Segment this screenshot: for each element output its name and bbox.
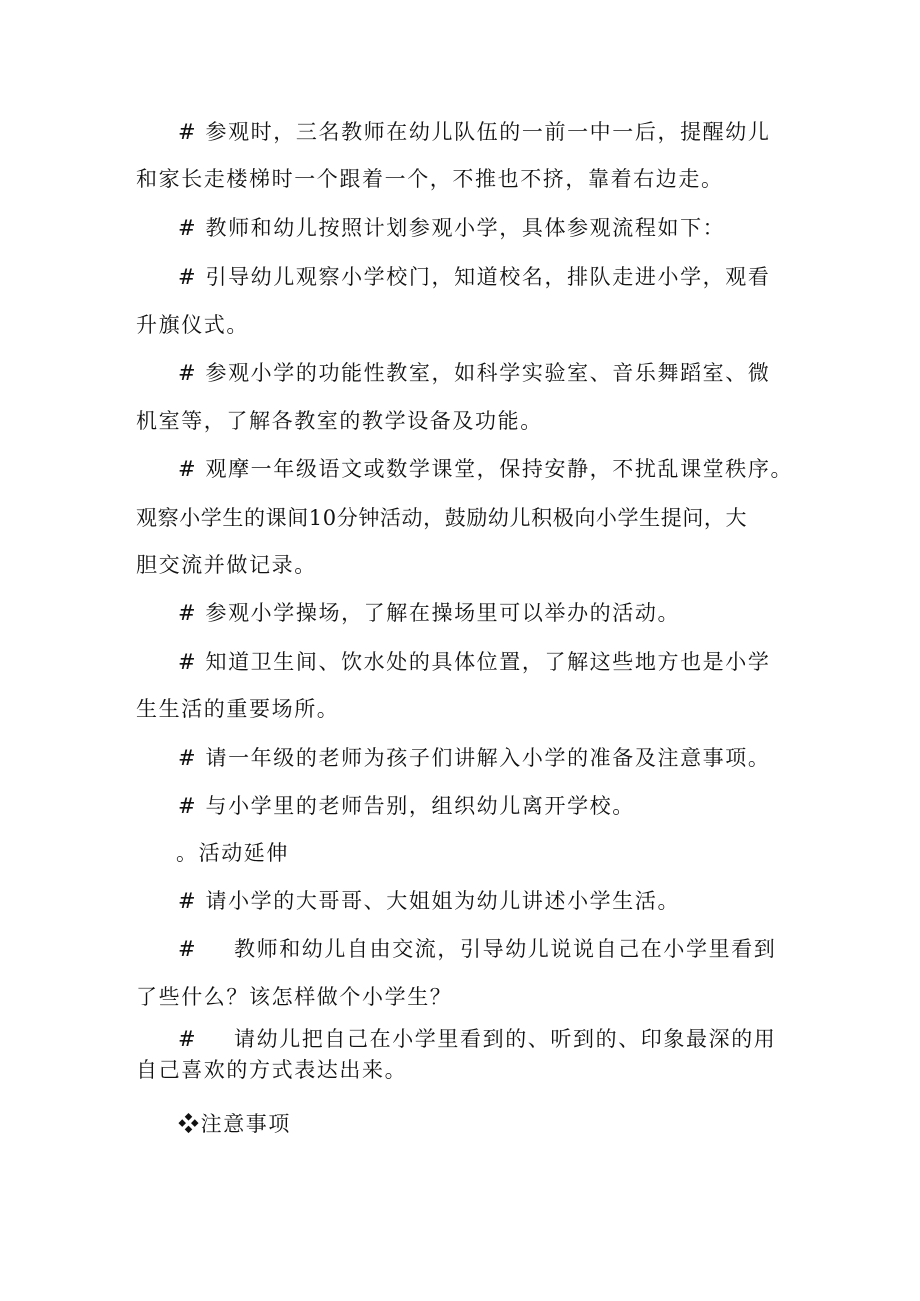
paragraph-farewell: # 与小学里的老师告别，组织幼儿离开学校。 xyxy=(178,794,635,818)
paragraph-older-students: # 请小学的大哥哥、大姐姐为幼儿讲述小学生活。 xyxy=(178,889,681,913)
bullet-mark: # xyxy=(178,937,198,961)
section-heading-extension: 。活动延伸 xyxy=(176,841,289,865)
paragraph-observe-class-line-2: 观察小学生的课间10分钟活动，鼓励幼儿积极向小学生提问，大 xyxy=(136,506,748,530)
paragraph-first-grade-teacher: # 请一年级的老师为孩子们讲解入小学的准备及注意事项。 xyxy=(178,746,771,770)
paragraph-restroom-line-2: 生生活的重要场所。 xyxy=(136,697,340,721)
bullet-mark: # xyxy=(178,1027,198,1051)
paragraph-visit-plan: # 教师和幼儿按照计划参观小学，具体参观流程如下： xyxy=(178,216,726,240)
paragraph-express-text: 请幼儿把自己在小学里看到的、听到的、印象最深的用 xyxy=(234,1027,777,1051)
paragraph-school-gate-line-2: 升旗仪式。 xyxy=(136,313,249,337)
paragraph-functional-rooms-line-1: # 参观小学的功能性教室，如科学实验室、音乐舞蹈室、微 xyxy=(178,361,771,385)
paragraph-playground: # 参观小学操场，了解在操场里可以举办的活动。 xyxy=(178,601,681,625)
paragraph-observe-class-line-1: # 观摩一年级语文或数学课堂，保持安静，不扰乱课堂秩序。 xyxy=(178,457,794,481)
paragraph-free-talk-line-1 xyxy=(178,935,776,963)
paragraph-free-talk-text: 教师和幼儿自由交流，引导幼儿说说自己在小学里看到 xyxy=(234,937,777,961)
paragraph-visit-teachers-line-2: 和家长走楼梯时一个跟着一个，不推也不挤，靠着右边走。 xyxy=(136,167,724,191)
paragraph-restroom-line-1: # 知道卫生间、饮水处的具体位置，了解这些地方也是小学 xyxy=(178,650,771,674)
paragraph-express-line-2: 自己喜欢的方式表达出来。 xyxy=(136,1058,408,1082)
paragraph-visit-teachers-line-1: # 参观时，三名教师在幼儿队伍的一前一中一后，提醒幼儿 xyxy=(178,120,771,144)
section-heading-notes: ❖注意事项 xyxy=(178,1112,291,1136)
paragraph-express-line-1 xyxy=(178,1025,776,1053)
paragraph-observe-class-line-3: 胆交流并做记录。 xyxy=(136,553,317,577)
paragraph-free-talk-line-2: 了些什么？该怎样做个小学生？ xyxy=(136,985,453,1009)
paragraph-functional-rooms-line-2: 机室等，了解各教室的教学设备及功能。 xyxy=(136,409,543,433)
paragraph-school-gate-line-1: # 引导幼儿观察小学校门，知道校名，排队走进小学，观看 xyxy=(178,265,771,289)
